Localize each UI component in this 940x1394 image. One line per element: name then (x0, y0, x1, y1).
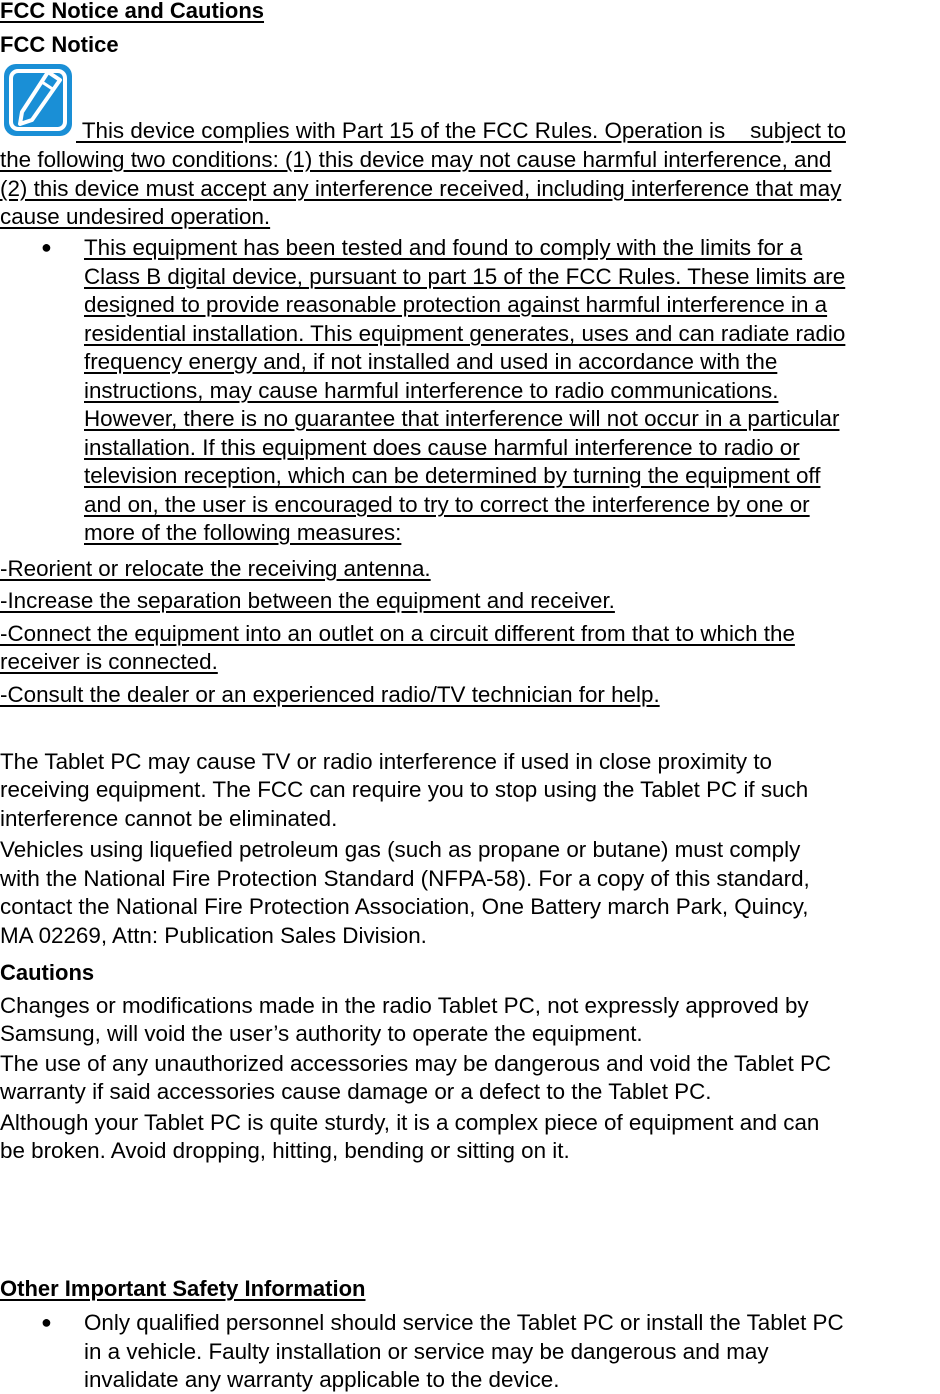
interference-line: Vehicles using liquefied petroleum gas (such as propane or butane) must comply (0, 837, 801, 862)
fcc-bullet-line: instructions, may cause harmful interference to radio communications. (84, 378, 779, 403)
safety-bullet-line: in a vehicle. Faulty installation or service may be dangerous and may (84, 1339, 769, 1364)
cautions-heading: Cautions (0, 960, 95, 985)
measure-line: -Consult the dealer or an experienced radio/TV technician for help. (0, 682, 660, 707)
fcc-bullet-line: However, there is no guarantee that interference will not occur in a particular (84, 406, 840, 431)
cautions-line: warranty if said accessories cause damage or a defect to the Tablet PC. (0, 1079, 712, 1104)
fcc-bullet-line: residential installation. This equipment generates, uses and can radiate radio (84, 321, 846, 346)
fcc-bullet-line: frequency energy and, if not installed and used in accordance with the (84, 349, 778, 374)
interference-line: MA 02269, Attn: Publication Sales Division. (0, 923, 427, 948)
note-pencil-icon (2, 62, 74, 138)
cautions-line: be broken. Avoid dropping, hitting, bending or sitting on it. (0, 1138, 570, 1163)
fcc-notice-heading: FCC Notice (0, 32, 119, 57)
interference-line: contact the National Fire Protection Association, One Battery march Park, Quincy, (0, 894, 809, 919)
fcc-bullet-line: and on, the user is encouraged to try to correct the interference by one or (84, 492, 810, 517)
fcc-paragraph-line: (2) this device must accept any interference received, including interference that may (0, 176, 842, 201)
safety-bullet-line: invalidate any warranty applicable to the device. (84, 1367, 560, 1392)
cautions-line: The use of any unauthorized accessories may be dangerous and void the Tablet PC (0, 1051, 832, 1076)
interference-line: receiving equipment. The FCC can require you to stop using the Tablet PC if such (0, 777, 809, 802)
interference-line: The Tablet PC may cause TV or radio interference if used in close proximity to (0, 749, 773, 774)
measure-line: -Connect the equipment into an outlet on a circuit different from that to which the (0, 621, 795, 646)
measure-line: -Increase the separation between the equipment and receiver. (0, 588, 615, 613)
fcc-bullet-line: designed to provide reasonable protection against harmful interference in a (84, 292, 828, 317)
page-title: FCC Notice and Cautions (0, 0, 265, 23)
cautions-line: Samsung, will void the user’s authority to operate the equipment. (0, 1021, 643, 1046)
interference-line: interference cannot be eliminated. (0, 806, 338, 831)
other-safety-heading: Other Important Safety Information (0, 1276, 366, 1301)
fcc-bullet-line: This equipment has been tested and found to comply with the limits for a (84, 235, 803, 260)
safety-bullet-line: Only qualified personnel should service the Tablet PC or install the Tablet PC (84, 1310, 844, 1335)
fcc-bullet-line: installation. If this equipment does cause harmful interference to radio or (84, 435, 800, 460)
measure-line: -Reorient or relocate the receiving antenna. (0, 556, 431, 581)
fcc-bullet-line: Class B digital device, pursuant to part 15 of the FCC Rules. These limits are (84, 264, 846, 289)
bullet-icon: ● (41, 237, 52, 257)
bullet-icon: ● (41, 1312, 52, 1332)
fcc-paragraph-line: cause undesired operation. (0, 204, 271, 229)
fcc-bullet-line: television reception, which can be determined by turning the equipment off (84, 463, 821, 488)
fcc-paragraph-line: the following two conditions: (1) this device may not cause harmful interference, and (0, 147, 832, 172)
measure-line: receiver is connected. (0, 649, 218, 674)
cautions-line: Changes or modifications made in the radio Tablet PC, not expressly approved by (0, 993, 809, 1018)
fcc-bullet-line: more of the following measures: (84, 520, 402, 545)
cautions-line: Although your Tablet PC is quite sturdy, it is a complex piece of equipment and can (0, 1110, 820, 1135)
fcc-paragraph-line: This device complies with Part 15 of the FCC Rules. Operation is subject to (76, 118, 846, 143)
interference-line: with the National Fire Protection Standard (NFPA-58). For a copy of this standard, (0, 866, 810, 891)
